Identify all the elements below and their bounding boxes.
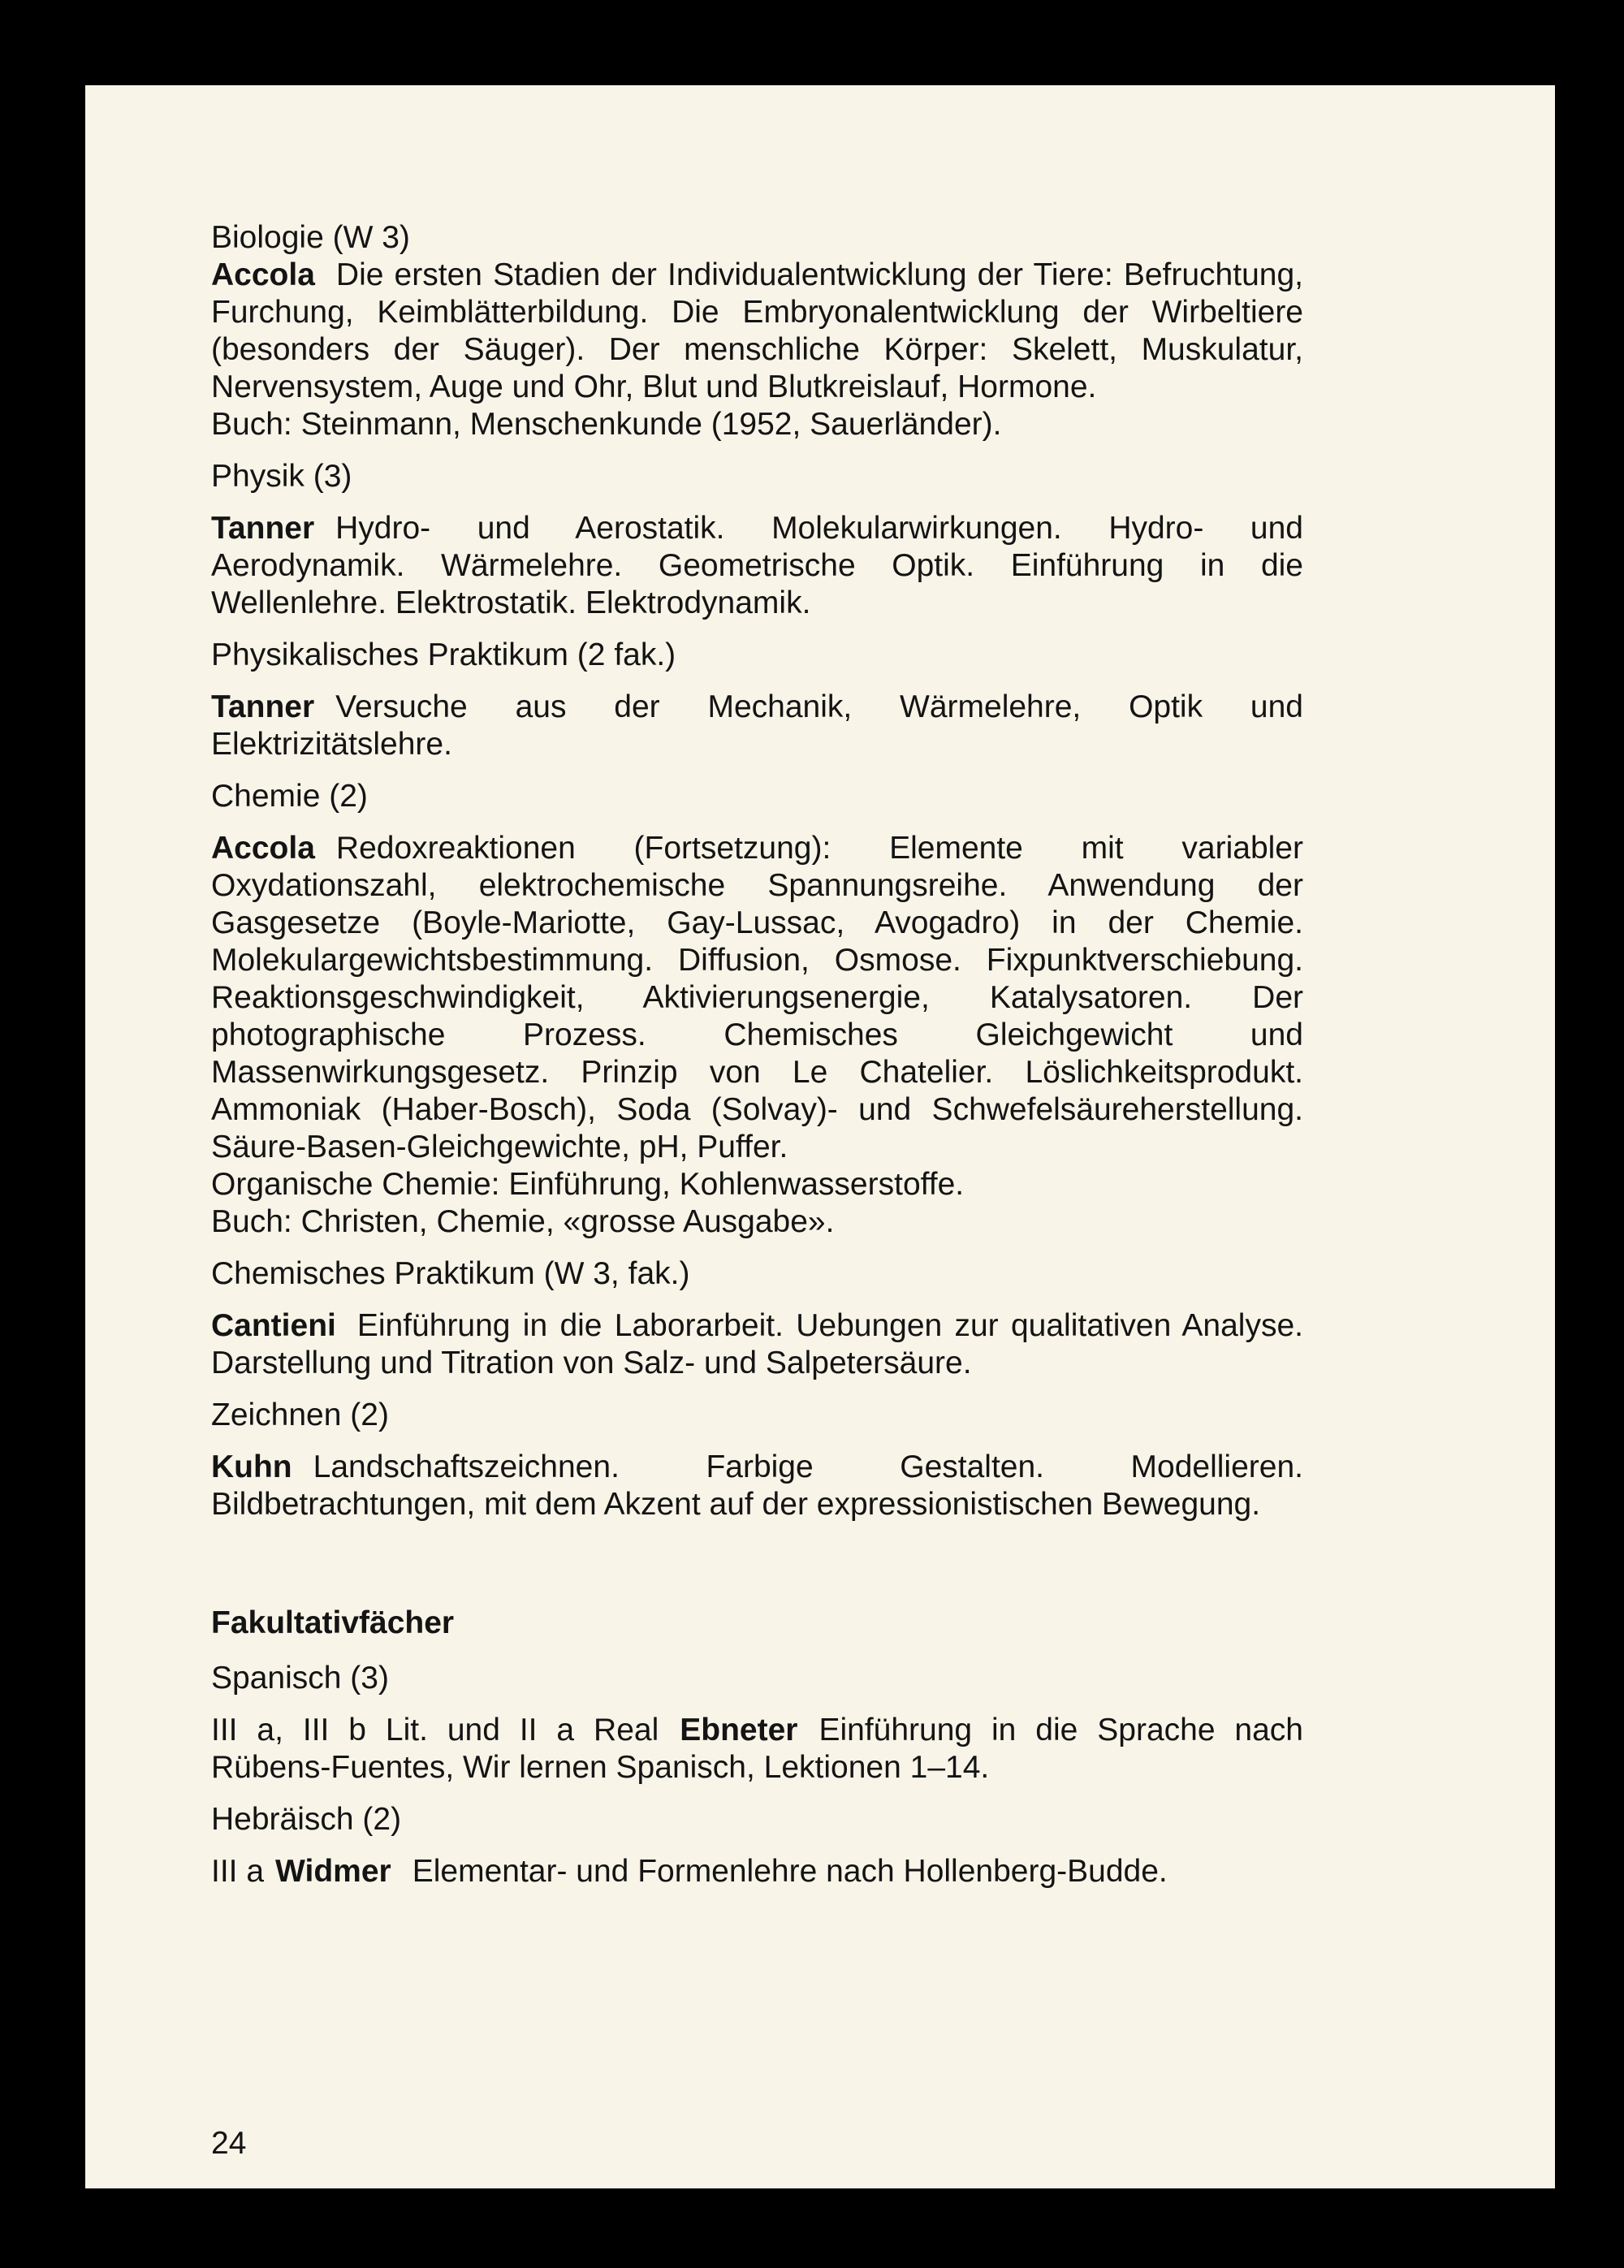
entry-text: Versuche aus der Mechanik, Wärmelehre, Optik und Elektrizitätslehre. xyxy=(211,689,1303,762)
entry-chemie xyxy=(211,830,1303,1166)
entry-text: Einführung in die Sprache nach Rübens-Fuentes, Wir lernen Spanisch, Lektionen 1–14. xyxy=(211,1713,1303,1785)
entry-text: Landschaftszeichnen. Farbige Gestalten. Modellieren. Bildbetrachtungen, mit dem Akzent auf der expressionistischen Bewegung. xyxy=(211,1449,1303,1522)
teacher-name: Ebneter xyxy=(680,1713,798,1747)
entry-hebraeisch xyxy=(211,1853,1303,1890)
heading-chemie-praktikum: Chemisches Praktikum (W 3, fak.) xyxy=(211,1256,690,1291)
entry-text: Hydro- und Aerostatik. Molekularwirkungen. Hydro- und Aerodynamik. Wärmelehre. Geometrische Optik. Einführung in die Wellenlehre. Elektrostatik. Elektrodynamik. xyxy=(211,511,1303,620)
heading-physik: Physik (3) xyxy=(211,459,352,494)
heading-physik-praktikum: Physikalisches Praktikum (2 fak.) xyxy=(211,637,676,672)
entry-spanisch xyxy=(211,1712,1303,1786)
teacher-name: Tanner xyxy=(211,689,315,724)
entry-text: Redoxreaktionen (Fortsetzung): Elemente mit variabler Oxydationszahl, elektrochemische Spannungsreihe. Anwendung der Gasgesetze (Boyle-Mariotte, Gay-Lussac, Avogadro) in der Chemie. Molekulargewichtsbestimmung. Diffusion, Osmose. Fixpunktverschiebung. Reaktionsgeschwindigkeit, Aktivierungsenergie, Katalysatoren. Der photographische Prozess. Chemisches Gleichgewicht und Massenwirkungsgesetz. Prinzip von Le Chatelier. Löslichkeitsprodukt. Ammoniak (Haber-Bosch), Soda (Solvay)- und Schwefelsäureherstellung. Säure-Basen-Gleichgewichte, pH, Puffer. xyxy=(211,831,1303,1164)
teacher-name: Kuhn xyxy=(211,1449,292,1484)
document-page xyxy=(85,85,1555,2188)
page-number: 24 xyxy=(211,2126,247,2161)
teacher-name: Accola xyxy=(211,257,315,292)
section-spacer xyxy=(211,1523,1303,1605)
heading-spanisch: Spanisch (3) xyxy=(211,1661,389,1696)
page-content xyxy=(211,219,1303,1890)
entry-text: Elementar- und Formenlehre nach Hollenberg-Budde. xyxy=(412,1854,1168,1889)
teacher-name: Tanner xyxy=(211,511,315,546)
heading-zeichnen: Zeichnen (2) xyxy=(211,1398,389,1432)
entry-physik-praktikum xyxy=(211,689,1303,763)
teacher-name: Cantieni xyxy=(211,1308,336,1343)
entry-text: Die ersten Stadien der Individualentwicklung der Tiere: Befruchtung, Furchung, Keimblätterbildung. Die Embryonalentwicklung der Wirbeltiere (besonders der Säuger). Der menschliche Körper: Skelett, Muskulatur, Nervensystem, Auge und Ohr, Blut und Blutkreislauf, Hormone. xyxy=(211,257,1303,404)
entry-zeichnen xyxy=(211,1449,1303,1523)
entry-biologie xyxy=(211,257,1303,406)
heading-chemie: Chemie (2) xyxy=(211,779,368,814)
entry-text: Einführung in die Laborarbeit. Uebungen zur qualitativen Analyse. Darstellung und Titration von Salz- und Salpetersäure. xyxy=(211,1308,1303,1380)
book-reference: Buch: Christen, Chemie, «grosse Ausgabe». xyxy=(211,1204,835,1239)
organic-chemistry-line: Organische Chemie: Einführung, Kohlenwasserstoffe. xyxy=(211,1167,965,1202)
section-title-fakultativ: Fakultativfächer xyxy=(211,1605,455,1640)
class-list: III a, III b Lit. und II a Real xyxy=(211,1713,659,1747)
class-list: III a xyxy=(211,1854,265,1889)
book-reference: Buch: Steinmann, Menschenkunde (1952, Sauerländer). xyxy=(211,407,1002,442)
teacher-name: Widmer xyxy=(275,1854,391,1889)
heading-hebraeisch: Hebräisch (2) xyxy=(211,1802,402,1837)
entry-physik xyxy=(211,510,1303,622)
teacher-name: Accola xyxy=(211,831,315,866)
heading-biologie: Biologie (W 3) xyxy=(211,220,410,255)
entry-chemie-praktikum xyxy=(211,1307,1303,1382)
